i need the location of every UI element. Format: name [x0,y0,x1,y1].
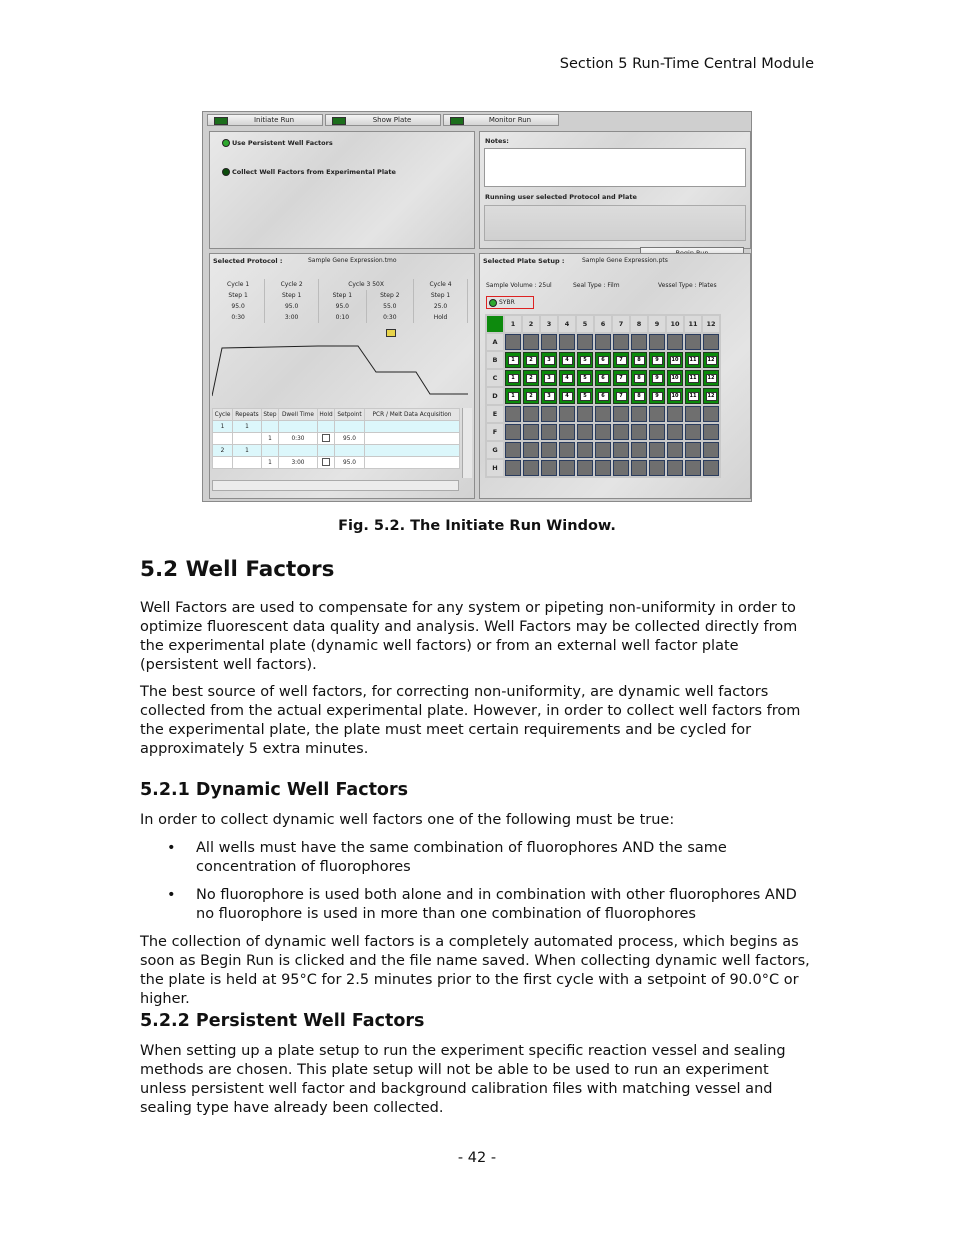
plate-well[interactable] [703,460,719,476]
cell: 0:30 [278,433,317,445]
well-label: 5 [580,374,591,383]
page-header: Section 5 Run-Time Central Module [559,56,814,72]
section-heading: 5.2 Well Factors [140,557,335,582]
plate-well[interactable] [541,424,557,440]
page-number: - 42 - [457,1150,497,1166]
plate-well[interactable] [523,406,539,422]
selected-protocol-label: Selected Protocol : [213,257,283,265]
protocol-steps-table [212,279,468,323]
column-header[interactable]: 10 [667,316,683,332]
camera-icon [386,329,396,337]
table-row[interactable] [213,457,460,469]
plate-well[interactable] [577,352,593,368]
radio-icon [222,139,230,147]
plate-well[interactable] [667,352,683,368]
well-label: 4 [562,392,573,401]
plate-well[interactable] [595,424,611,440]
plate-well[interactable] [559,424,575,440]
column-header[interactable]: 3 [541,316,557,332]
row-header[interactable]: E [487,406,503,422]
plate-well[interactable] [631,352,647,368]
protocol-panel [209,253,475,499]
well-label: 1 [508,356,519,365]
plate-well[interactable] [577,460,593,476]
col-header: Hold [318,409,335,421]
plate-well[interactable] [649,442,665,458]
paragraph: In order to collect dynamic well factors one of the following must be true: [140,812,675,828]
step-temp[interactable]: 55.0 [366,301,414,312]
step-time[interactable]: 3:00 [265,312,319,323]
table-row[interactable] [213,445,460,457]
selected-plate-value: Sample Gene Expression.pts [582,257,668,264]
plate-well[interactable] [613,370,629,386]
tab-show-plate[interactable] [325,114,441,126]
cell: 95.0 [334,457,364,469]
col-header: Cycle [213,409,233,421]
plate-well[interactable] [631,460,647,476]
plate-well[interactable] [505,406,521,422]
paragraph: The collection of dynamic well factors is a completely automated process, which begins as soon as Begin Run is clicked and the file name saved. When collecting dynamic well factors, the plate is held at 95°C for 2.5 minutes prior to the first cycle with a setpoint of 90.0°C or higher. [140,934,810,1007]
running-info-box [484,205,746,241]
plate-well[interactable] [523,424,539,440]
step-label: Step 1 [212,290,265,301]
plate-well[interactable] [577,406,593,422]
cycle-table [212,408,460,469]
plate-well[interactable] [505,442,521,458]
plate-well[interactable] [703,424,719,440]
plate-well[interactable] [667,442,683,458]
plate-well[interactable] [685,424,701,440]
well-label: 8 [634,374,645,383]
row-header[interactable]: H [487,460,503,476]
plate-well[interactable] [559,370,575,386]
plate-well[interactable] [649,352,665,368]
subsection-heading: 5.2.2 Persistent Well Factors [140,1011,425,1031]
plate-well[interactable] [613,460,629,476]
plate-well[interactable] [523,388,539,404]
step-label: Step 1 [319,290,367,301]
plate-well[interactable] [631,370,647,386]
step-temp[interactable]: 95.0 [319,301,367,312]
plate-well[interactable] [649,424,665,440]
plate-well[interactable] [685,406,701,422]
plate-well[interactable] [505,460,521,476]
plate-well[interactable] [685,370,701,386]
plate-well[interactable] [613,424,629,440]
well-label: 4 [562,374,573,383]
step-label: Step 2 [366,290,414,301]
persistent-option[interactable] [222,139,333,147]
radio-icon [489,299,497,307]
plate-well[interactable] [559,388,575,404]
vertical-scrollbar[interactable] [462,408,472,478]
hold-checkbox[interactable] [322,458,330,466]
plate-well[interactable] [703,334,719,350]
plate-well[interactable] [703,352,719,368]
well-label: 4 [562,356,573,365]
plate-well[interactable] [685,460,701,476]
well-label: 9 [652,392,663,401]
well-factor-options-panel [209,131,475,249]
plate-well[interactable] [667,406,683,422]
column-header[interactable]: 9 [649,316,665,332]
plate-well[interactable] [631,442,647,458]
cell: 1 [233,445,262,457]
plate-well[interactable] [541,442,557,458]
cell: 95.0 [334,433,364,445]
plate-well[interactable] [631,334,647,350]
plate-well[interactable] [703,442,719,458]
cell: 1 [262,457,279,469]
well-label: 8 [634,356,645,365]
option-label: Use Persistent Well Factors [232,139,333,147]
plate-well[interactable] [595,442,611,458]
plate-well[interactable] [613,388,629,404]
cycle-header: Cycle 1 [212,279,265,290]
col-header: Repeats [233,409,262,421]
column-header[interactable]: 11 [685,316,701,332]
plate-well[interactable] [685,442,701,458]
well-label: 5 [580,392,591,401]
plate-well[interactable] [595,406,611,422]
plate-well[interactable] [559,406,575,422]
well-label: 3 [544,392,555,401]
plate-well[interactable] [559,442,575,458]
column-header[interactable]: 7 [613,316,629,332]
selected-plate-label: Selected Plate Setup : [483,257,565,265]
row-header[interactable]: B [487,352,503,368]
vessel-type: Vessel Type : Plates [658,282,717,289]
plate-well[interactable] [595,388,611,404]
horizontal-scrollbar[interactable] [212,480,459,491]
plate-well[interactable] [541,352,557,368]
well-label: 3 [544,356,555,365]
notes-panel [479,131,751,249]
step-temp[interactable]: 95.0 [265,301,319,312]
initiate-run-window-figure [202,111,752,502]
plate-well[interactable] [523,442,539,458]
table-row[interactable] [213,433,460,445]
plate-well[interactable] [631,406,647,422]
plate-well[interactable] [577,334,593,350]
plate-well[interactable] [523,460,539,476]
plate-setup-panel [479,253,751,499]
plate-well[interactable] [649,334,665,350]
run-tabs [205,114,752,127]
plate-well[interactable] [649,388,665,404]
well-label: 1 [508,392,519,401]
col-header: Dwell Time [278,409,317,421]
plate-well[interactable] [505,388,521,404]
plate-well[interactable] [505,370,521,386]
paragraph: When setting up a plate setup to run the experiment specific reaction vessel and sealing methods are chosen. This plate setup will not be able to be used to run an experiment unless persistent well factor and background calibration files with matching vessel and sealing type have already been collected. [140,1043,786,1116]
plate-well[interactable] [577,424,593,440]
cell: 3:00 [278,457,317,469]
plate-well[interactable] [523,352,539,368]
subsection-heading: 5.2.1 Dynamic Well Factors [140,780,409,800]
plate-well[interactable] [667,370,683,386]
plate-well[interactable] [667,424,683,440]
step-label: Step 1 [265,290,319,301]
plate-well[interactable] [559,352,575,368]
plate-well[interactable] [559,460,575,476]
plate-well[interactable] [613,334,629,350]
cell: 1 [262,433,279,445]
plate-well[interactable] [541,334,557,350]
plate-well[interactable] [505,352,521,368]
plate-well[interactable] [685,388,701,404]
row-header[interactable]: F [487,424,503,440]
row-header[interactable]: G [487,442,503,458]
row-header[interactable]: C [487,370,503,386]
column-header[interactable]: 1 [505,316,521,332]
col-header: PCR / Melt Data Acquisition [365,409,460,421]
well-label: 6 [598,374,609,383]
cell: 1 [233,421,262,433]
tab-label: Initiate Run [253,116,295,124]
row-header[interactable]: A [487,334,503,350]
well-label: 10 [670,392,681,401]
table-row[interactable] [213,421,460,433]
selected-protocol-value: Sample Gene Expression.tmo [308,257,397,264]
cycle-header: Cycle 3 50X [319,279,414,290]
plate-well[interactable] [595,370,611,386]
figure-caption: Fig. 5.2. The Initiate Run Window. [338,518,616,534]
plate-well[interactable] [685,334,701,350]
well-label: 8 [634,392,645,401]
plate-well[interactable] [523,334,539,350]
plate-well[interactable] [595,352,611,368]
paragraph: The best source of well factors, for correcting non-uniformity, are dynamic well factors collected from the actual experimental plate. However, in order to collect well factors from the experimental plate, the plate must meet certain requirements and be cycled for approximately 5 extra minutes. [140,684,801,757]
col-header: Step [262,409,279,421]
well-label: 9 [652,356,663,365]
column-header[interactable]: 4 [559,316,575,332]
plate-well[interactable] [541,460,557,476]
plate-well[interactable] [577,370,593,386]
plate-well[interactable] [595,460,611,476]
paragraph: Well Factors are used to compensate for any system or pipeting non-uniformity in order to optimize fluorescent data quality and analysis. Well Factors may be collected directly from the experimental plate (dynamic well factors) or from an external well factor plate (persistent well factors). [140,600,798,673]
bullet-icon: • [167,887,176,903]
well-label: 2 [526,392,537,401]
notes-label: Notes: [485,137,509,145]
well-label: 3 [544,374,555,383]
step-temp[interactable]: 95.0 [212,301,265,312]
tab-initiate-run[interactable] [207,114,323,126]
plate-well[interactable] [613,352,629,368]
plate-well[interactable] [703,370,719,386]
plate-well[interactable] [577,442,593,458]
column-header[interactable]: 5 [577,316,593,332]
well-label: 10 [670,374,681,383]
row-header[interactable]: D [487,388,503,404]
well-label: 9 [652,374,663,383]
plate-grid [485,314,721,478]
dye-label: SYBR [499,299,515,306]
well-label: 7 [616,356,627,365]
well-label: 11 [688,356,699,365]
column-header[interactable]: 2 [523,316,539,332]
seal-type: Seal Type : Film [573,282,620,289]
col-header: Setpoint [334,409,364,421]
tab-label: Monitor Run [488,116,532,124]
well-label: 12 [706,374,717,383]
plate-well[interactable] [703,406,719,422]
well-label: 2 [526,374,537,383]
notes-textarea[interactable] [484,148,746,187]
plate-well[interactable] [631,388,647,404]
step-time[interactable]: 0:30 [212,312,265,323]
well-label: 11 [688,392,699,401]
temperature-profile-graph [212,328,468,404]
plate-well[interactable] [541,370,557,386]
plate-well[interactable] [577,388,593,404]
tab-monitor-run[interactable] [443,114,559,126]
well-label: 12 [706,392,717,401]
well-label: 10 [670,356,681,365]
dye-selector[interactable] [486,296,534,309]
cell: 1 [213,421,233,433]
plate-well[interactable] [649,406,665,422]
step-time[interactable]: 0:30 [366,312,414,323]
step-temp[interactable]: 25.0 [414,301,468,312]
well-label: 6 [598,356,609,365]
well-label: 12 [706,356,717,365]
plate-well[interactable] [505,334,521,350]
radio-icon [222,168,230,176]
well-label: 1 [508,374,519,383]
plate-well[interactable] [667,460,683,476]
plate-well[interactable] [649,370,665,386]
plate-well[interactable] [595,334,611,350]
cycle-header: Cycle 2 [265,279,319,290]
temperature-profile-line [212,346,468,396]
plate-well[interactable] [541,406,557,422]
cycle-header: Cycle 4 [414,279,468,290]
well-label: 7 [616,392,627,401]
list-item-text: No fluorophore is used both alone and in combination with other fluorophores AND no fluorophore is used in more than one combination of fluorophores [196,887,797,922]
tab-label: Show Plate [372,116,412,124]
experimental-option[interactable] [222,168,396,176]
option-label: Collect Well Factors from Experimental Plate [232,168,396,176]
sample-volume: Sample Volume : 25ul [486,282,552,289]
plate-well[interactable] [613,406,629,422]
plate-corner[interactable] [487,316,503,332]
cell: 2 [213,445,233,457]
plate-well[interactable] [505,424,521,440]
plate-well[interactable] [667,334,683,350]
column-header[interactable]: 6 [595,316,611,332]
hold-checkbox[interactable] [322,434,330,442]
step-time[interactable]: Hold [414,312,468,323]
plate-well[interactable] [559,334,575,350]
running-label: Running user selected Protocol and Plate [485,193,637,201]
plate-well[interactable] [703,388,719,404]
bullet-icon: • [167,840,176,856]
plate-well[interactable] [613,442,629,458]
plate-well[interactable] [541,388,557,404]
step-time[interactable]: 0:10 [319,312,367,323]
well-label: 6 [598,392,609,401]
well-label: 11 [688,374,699,383]
well-label: 5 [580,356,591,365]
step-label: Step 1 [414,290,468,301]
well-label: 2 [526,356,537,365]
plate-well[interactable] [685,352,701,368]
well-label: 7 [616,374,627,383]
column-header[interactable]: 8 [631,316,647,332]
list-item-text: All wells must have the same combination of fluorophores AND the same concentration of fluorophores [196,840,727,875]
plate-well[interactable] [523,370,539,386]
plate-well[interactable] [631,424,647,440]
plate-well[interactable] [649,460,665,476]
plate-well[interactable] [667,388,683,404]
column-header[interactable]: 12 [703,316,719,332]
